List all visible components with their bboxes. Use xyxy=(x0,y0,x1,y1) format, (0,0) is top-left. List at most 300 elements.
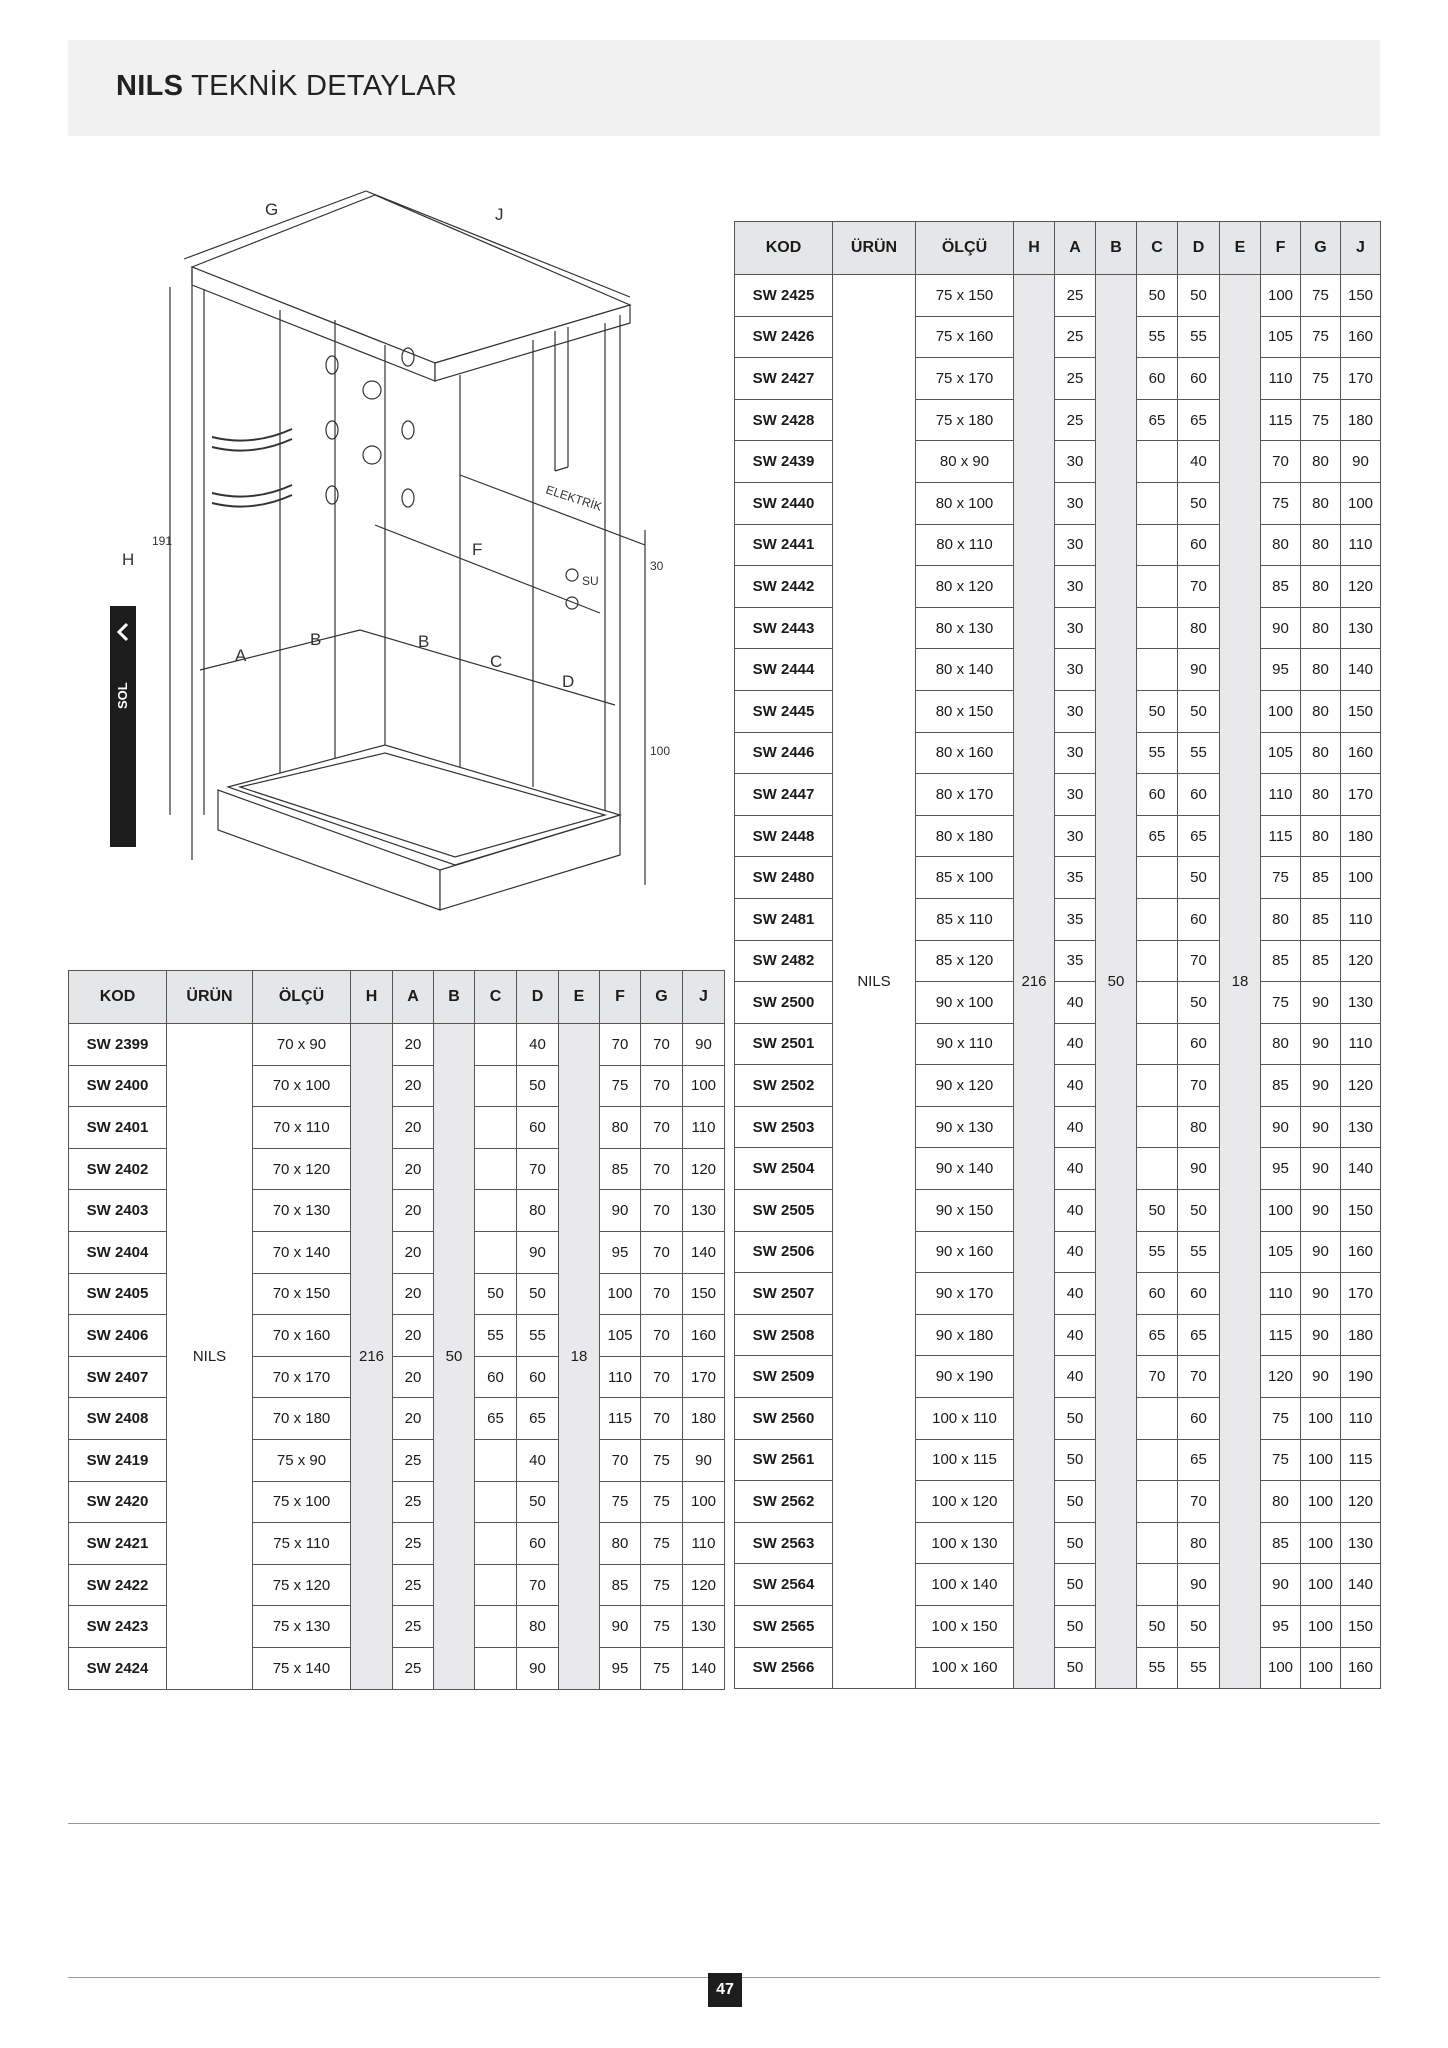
cell-g: 75 xyxy=(641,1481,683,1523)
brand-name: NILS xyxy=(116,70,184,102)
cell-g: 75 xyxy=(641,1523,683,1565)
cell-c xyxy=(475,1606,517,1648)
cell-f: 115 xyxy=(600,1398,641,1440)
column-header: ÖLÇÜ xyxy=(253,971,351,1024)
cell-olcu: 100 x 110 xyxy=(916,1398,1014,1440)
side-tab-label: SOL xyxy=(115,682,130,710)
cell-d: 60 xyxy=(517,1356,559,1398)
cell-olcu: 85 x 100 xyxy=(916,857,1014,899)
cell-f: 110 xyxy=(600,1356,641,1398)
cell-g: 85 xyxy=(1301,857,1341,899)
cell-f: 85 xyxy=(1261,1522,1301,1564)
table-row xyxy=(735,1190,1381,1232)
column-header: J xyxy=(683,971,725,1024)
table-row xyxy=(735,940,1381,982)
cell-a: 40 xyxy=(1055,1314,1096,1356)
table-row xyxy=(735,1439,1381,1481)
cell-g: 90 xyxy=(1301,1106,1341,1148)
cell-kod: SW 2501 xyxy=(735,1023,833,1065)
cell-j: 150 xyxy=(1341,275,1381,317)
column-header: D xyxy=(517,971,559,1024)
cell-c: 70 xyxy=(1137,1356,1178,1398)
cell-f: 95 xyxy=(1261,1148,1301,1190)
cell-olcu: 80 x 170 xyxy=(916,774,1014,816)
cell-g: 100 xyxy=(1301,1439,1341,1481)
cell-j: 120 xyxy=(683,1148,725,1190)
cell-kod: SW 2406 xyxy=(69,1315,167,1357)
cell-f: 120 xyxy=(1261,1356,1301,1398)
cell-kod: SW 2480 xyxy=(735,857,833,899)
cell-kod: SW 2419 xyxy=(69,1439,167,1481)
cell-olcu: 90 x 140 xyxy=(916,1148,1014,1190)
table-row xyxy=(735,815,1381,857)
cell-a: 20 xyxy=(393,1315,434,1357)
cell-j: 120 xyxy=(1341,940,1381,982)
cell-olcu: 100 x 140 xyxy=(916,1564,1014,1606)
cell-d: 50 xyxy=(1178,482,1220,524)
cell-c: 60 xyxy=(475,1356,517,1398)
cell-urun: NILS xyxy=(833,275,916,1689)
table-row xyxy=(735,732,1381,774)
cell-g: 90 xyxy=(1301,1314,1341,1356)
cell-a: 40 xyxy=(1055,1356,1096,1398)
cell-olcu: 90 x 100 xyxy=(916,982,1014,1024)
cell-olcu: 75 x 180 xyxy=(916,399,1014,441)
table-row xyxy=(735,1606,1381,1648)
cell-kod: SW 2444 xyxy=(735,649,833,691)
label-su: SU xyxy=(582,574,599,588)
column-header: ÖLÇÜ xyxy=(916,222,1014,275)
cell-g: 75 xyxy=(641,1647,683,1689)
cell-f: 80 xyxy=(1261,1023,1301,1065)
cell-a: 50 xyxy=(1055,1439,1096,1481)
column-header: D xyxy=(1178,222,1220,275)
header-band xyxy=(68,40,1380,136)
cell-g: 80 xyxy=(1301,441,1341,483)
cell-j: 100 xyxy=(1341,857,1381,899)
cell-a: 25 xyxy=(393,1439,434,1481)
cell-d: 80 xyxy=(517,1606,559,1648)
cell-f: 90 xyxy=(600,1190,641,1232)
cell-g: 70 xyxy=(641,1190,683,1232)
cell-j: 150 xyxy=(683,1273,725,1315)
cell-g: 80 xyxy=(1301,524,1341,566)
cell-d: 50 xyxy=(1178,857,1220,899)
cell-j: 110 xyxy=(683,1523,725,1565)
cell-f: 85 xyxy=(1261,940,1301,982)
column-header: H xyxy=(351,971,393,1024)
cell-f: 100 xyxy=(600,1273,641,1315)
cell-d: 60 xyxy=(1178,1023,1220,1065)
table-row xyxy=(735,482,1381,524)
cell-d: 60 xyxy=(517,1107,559,1149)
cell-d: 65 xyxy=(1178,1314,1220,1356)
label-h-value: 191 xyxy=(152,534,173,548)
cell-a: 20 xyxy=(393,1190,434,1232)
cell-j: 130 xyxy=(1341,1106,1381,1148)
table-header-row xyxy=(69,971,725,1024)
cell-j: 140 xyxy=(683,1231,725,1273)
cell-j: 160 xyxy=(1341,1231,1381,1273)
cell-f: 105 xyxy=(1261,732,1301,774)
cell-a: 30 xyxy=(1055,482,1096,524)
cell-d: 50 xyxy=(1178,1190,1220,1232)
cell-g: 90 xyxy=(1301,1356,1341,1398)
cell-f: 105 xyxy=(1261,1231,1301,1273)
cell-a: 30 xyxy=(1055,774,1096,816)
footer-divider xyxy=(68,1823,1380,1824)
column-header: H xyxy=(1014,222,1055,275)
cell-olcu: 85 x 110 xyxy=(916,898,1014,940)
cell-j: 110 xyxy=(1341,524,1381,566)
cell-a: 50 xyxy=(1055,1564,1096,1606)
table-row xyxy=(735,690,1381,732)
cell-f: 100 xyxy=(1261,1647,1301,1689)
cell-f: 95 xyxy=(1261,649,1301,691)
cell-c xyxy=(1137,1148,1178,1190)
cell-kod: SW 2505 xyxy=(735,1190,833,1232)
cell-j: 160 xyxy=(683,1315,725,1357)
label-dim-100: 100 xyxy=(650,744,671,758)
cell-a: 35 xyxy=(1055,857,1096,899)
cell-d: 55 xyxy=(517,1315,559,1357)
cell-kod: SW 2441 xyxy=(735,524,833,566)
cell-j: 180 xyxy=(683,1398,725,1440)
cell-c: 50 xyxy=(475,1273,517,1315)
cell-a: 25 xyxy=(1055,316,1096,358)
spec-table-right xyxy=(734,221,1381,1689)
cell-olcu: 70 x 110 xyxy=(253,1107,351,1149)
table-row xyxy=(735,1148,1381,1190)
cell-kod: SW 2561 xyxy=(735,1439,833,1481)
cell-g: 75 xyxy=(641,1606,683,1648)
cell-d: 60 xyxy=(1178,1273,1220,1315)
label-a: A xyxy=(235,646,247,665)
cell-kod: SW 2563 xyxy=(735,1522,833,1564)
cell-c xyxy=(1137,566,1178,608)
table-row xyxy=(735,1023,1381,1065)
cell-g: 90 xyxy=(1301,1190,1341,1232)
cell-kod: SW 2408 xyxy=(69,1398,167,1440)
table-row xyxy=(735,1647,1381,1689)
cell-j: 140 xyxy=(1341,649,1381,691)
cell-g: 75 xyxy=(1301,399,1341,441)
cell-d: 40 xyxy=(517,1439,559,1481)
cell-a: 50 xyxy=(1055,1647,1096,1689)
cell-f: 110 xyxy=(1261,774,1301,816)
cell-kod: SW 2421 xyxy=(69,1523,167,1565)
cell-olcu: 80 x 150 xyxy=(916,690,1014,732)
cell-g: 90 xyxy=(1301,1148,1341,1190)
cell-f: 90 xyxy=(600,1606,641,1648)
label-d: D xyxy=(562,672,575,691)
cell-g: 70 xyxy=(641,1065,683,1107)
cell-f: 90 xyxy=(1261,607,1301,649)
cell-kod: SW 2564 xyxy=(735,1564,833,1606)
cell-c xyxy=(475,1523,517,1565)
cell-f: 105 xyxy=(1261,316,1301,358)
cell-c: 55 xyxy=(1137,316,1178,358)
cell-j: 170 xyxy=(1341,358,1381,400)
cell-c xyxy=(1137,1106,1178,1148)
column-header: E xyxy=(559,971,600,1024)
cell-olcu: 85 x 120 xyxy=(916,940,1014,982)
table-row xyxy=(735,358,1381,400)
cell-c xyxy=(1137,1398,1178,1440)
cell-olcu: 100 x 130 xyxy=(916,1522,1014,1564)
cell-f: 95 xyxy=(600,1231,641,1273)
cell-c xyxy=(1137,607,1178,649)
cell-c xyxy=(475,1564,517,1606)
cell-d: 60 xyxy=(517,1523,559,1565)
cell-g: 80 xyxy=(1301,649,1341,691)
cell-g: 80 xyxy=(1301,815,1341,857)
cell-c xyxy=(1137,898,1178,940)
cell-j: 170 xyxy=(1341,1273,1381,1315)
cell-kod: SW 2482 xyxy=(735,940,833,982)
cell-a: 30 xyxy=(1055,524,1096,566)
cell-j: 120 xyxy=(1341,566,1381,608)
cell-d: 70 xyxy=(517,1148,559,1190)
cell-f: 75 xyxy=(1261,1439,1301,1481)
cell-g: 70 xyxy=(641,1273,683,1315)
cell-f: 70 xyxy=(1261,441,1301,483)
cell-j: 110 xyxy=(683,1107,725,1149)
cell-d: 60 xyxy=(1178,524,1220,566)
cell-d: 50 xyxy=(517,1065,559,1107)
cell-c xyxy=(1137,1481,1178,1523)
cell-j: 130 xyxy=(1341,1522,1381,1564)
cell-d: 70 xyxy=(1178,1356,1220,1398)
cell-c: 55 xyxy=(475,1315,517,1357)
cell-j: 110 xyxy=(1341,1398,1381,1440)
cell-a: 30 xyxy=(1055,566,1096,608)
table-row xyxy=(69,1024,725,1066)
table-row xyxy=(735,1273,1381,1315)
cell-f: 80 xyxy=(600,1523,641,1565)
cell-kod: SW 2447 xyxy=(735,774,833,816)
cell-kod: SW 2500 xyxy=(735,982,833,1024)
cell-d: 50 xyxy=(1178,275,1220,317)
cell-olcu: 100 x 160 xyxy=(916,1647,1014,1689)
table-row xyxy=(735,1231,1381,1273)
side-tab xyxy=(110,606,136,847)
column-header: KOD xyxy=(735,222,833,275)
column-header: G xyxy=(1301,222,1341,275)
cell-b: 50 xyxy=(1096,275,1137,1689)
cell-c: 65 xyxy=(1137,1314,1178,1356)
column-header: A xyxy=(1055,222,1096,275)
cell-olcu: 90 x 130 xyxy=(916,1106,1014,1148)
cell-f: 115 xyxy=(1261,815,1301,857)
cell-a: 20 xyxy=(393,1024,434,1066)
cell-d: 90 xyxy=(517,1231,559,1273)
cell-g: 85 xyxy=(1301,898,1341,940)
cell-j: 180 xyxy=(1341,1314,1381,1356)
cell-e: 18 xyxy=(1220,275,1261,1689)
cell-olcu: 90 x 150 xyxy=(916,1190,1014,1232)
cell-d: 90 xyxy=(1178,649,1220,691)
cell-j: 190 xyxy=(1341,1356,1381,1398)
cell-kod: SW 2423 xyxy=(69,1606,167,1648)
cell-f: 85 xyxy=(600,1564,641,1606)
cell-g: 90 xyxy=(1301,1065,1341,1107)
cell-kod: SW 2422 xyxy=(69,1564,167,1606)
cell-a: 20 xyxy=(393,1273,434,1315)
cell-g: 75 xyxy=(641,1439,683,1481)
cell-d: 90 xyxy=(1178,1564,1220,1606)
table-row xyxy=(735,1106,1381,1148)
cell-d: 50 xyxy=(1178,1606,1220,1648)
cell-f: 115 xyxy=(1261,1314,1301,1356)
cell-d: 65 xyxy=(517,1398,559,1440)
cell-a: 25 xyxy=(1055,358,1096,400)
cell-g: 75 xyxy=(1301,358,1341,400)
cell-c: 50 xyxy=(1137,1606,1178,1648)
cell-c: 65 xyxy=(1137,399,1178,441)
column-header: G xyxy=(641,971,683,1024)
cell-j: 110 xyxy=(1341,898,1381,940)
cell-g: 90 xyxy=(1301,1023,1341,1065)
cell-kod: SW 2448 xyxy=(735,815,833,857)
cell-c: 65 xyxy=(1137,815,1178,857)
cell-kod: SW 2445 xyxy=(735,690,833,732)
shower-cabin-diagram xyxy=(100,175,680,935)
column-header: F xyxy=(600,971,641,1024)
cell-d: 90 xyxy=(1178,1148,1220,1190)
cell-j: 150 xyxy=(1341,690,1381,732)
cell-olcu: 75 x 110 xyxy=(253,1523,351,1565)
cell-urun: NILS xyxy=(167,1024,253,1690)
cell-f: 110 xyxy=(1261,358,1301,400)
cell-a: 20 xyxy=(393,1398,434,1440)
cell-j: 100 xyxy=(683,1065,725,1107)
cell-olcu: 75 x 120 xyxy=(253,1564,351,1606)
cell-j: 180 xyxy=(1341,399,1381,441)
cell-c: 60 xyxy=(1137,358,1178,400)
cell-g: 70 xyxy=(641,1231,683,1273)
cell-c xyxy=(1137,982,1178,1024)
cell-kod: SW 2424 xyxy=(69,1647,167,1689)
cell-a: 40 xyxy=(1055,1231,1096,1273)
cell-c xyxy=(475,1190,517,1232)
cell-kod: SW 2502 xyxy=(735,1065,833,1107)
cell-d: 55 xyxy=(1178,732,1220,774)
cell-kod: SW 2400 xyxy=(69,1065,167,1107)
cell-j: 120 xyxy=(1341,1065,1381,1107)
cell-c: 55 xyxy=(1137,732,1178,774)
label-b2: B xyxy=(418,632,430,651)
cell-d: 80 xyxy=(517,1190,559,1232)
cell-f: 100 xyxy=(1261,275,1301,317)
cell-a: 30 xyxy=(1055,649,1096,691)
label-f: F xyxy=(472,540,483,559)
table-row xyxy=(735,441,1381,483)
cell-kod: SW 2439 xyxy=(735,441,833,483)
cell-kod: SW 2508 xyxy=(735,1314,833,1356)
column-header: B xyxy=(1096,222,1137,275)
cell-g: 75 xyxy=(641,1564,683,1606)
cell-j: 90 xyxy=(1341,441,1381,483)
cell-g: 80 xyxy=(1301,482,1341,524)
cell-c xyxy=(475,1481,517,1523)
label-c: C xyxy=(490,652,503,671)
cell-c: 60 xyxy=(1137,1273,1178,1315)
cell-j: 140 xyxy=(683,1647,725,1689)
cell-g: 90 xyxy=(1301,982,1341,1024)
table-row xyxy=(735,857,1381,899)
cell-c xyxy=(1137,1065,1178,1107)
table-row xyxy=(735,1522,1381,1564)
table-header-row xyxy=(735,222,1381,275)
cell-j: 90 xyxy=(683,1439,725,1481)
cell-a: 25 xyxy=(393,1564,434,1606)
cell-a: 40 xyxy=(1055,1148,1096,1190)
cell-f: 75 xyxy=(1261,482,1301,524)
cell-j: 170 xyxy=(683,1356,725,1398)
cell-c: 55 xyxy=(1137,1231,1178,1273)
cell-c: 50 xyxy=(1137,1190,1178,1232)
cell-f: 70 xyxy=(600,1439,641,1481)
cell-g: 70 xyxy=(641,1148,683,1190)
cell-kod: SW 2420 xyxy=(69,1481,167,1523)
cell-a: 25 xyxy=(393,1481,434,1523)
cell-f: 95 xyxy=(1261,1606,1301,1648)
cell-a: 25 xyxy=(393,1606,434,1648)
cell-d: 50 xyxy=(517,1481,559,1523)
label-g: G xyxy=(265,200,279,219)
cell-kod: SW 2562 xyxy=(735,1481,833,1523)
table-row xyxy=(735,524,1381,566)
cell-d: 65 xyxy=(1178,815,1220,857)
cell-olcu: 100 x 150 xyxy=(916,1606,1014,1648)
cell-olcu: 90 x 190 xyxy=(916,1356,1014,1398)
cell-a: 25 xyxy=(1055,399,1096,441)
cell-g: 80 xyxy=(1301,690,1341,732)
cell-a: 40 xyxy=(1055,1273,1096,1315)
cell-a: 30 xyxy=(1055,732,1096,774)
cell-g: 90 xyxy=(1301,1231,1341,1273)
cell-kod: SW 2407 xyxy=(69,1356,167,1398)
cell-f: 100 xyxy=(1261,690,1301,732)
cell-d: 60 xyxy=(1178,774,1220,816)
cell-d: 70 xyxy=(1178,566,1220,608)
cell-olcu: 70 x 160 xyxy=(253,1315,351,1357)
cell-c xyxy=(1137,649,1178,691)
cell-olcu: 80 x 120 xyxy=(916,566,1014,608)
cell-d: 80 xyxy=(1178,607,1220,649)
cell-olcu: 80 x 160 xyxy=(916,732,1014,774)
cell-j: 150 xyxy=(1341,1606,1381,1648)
cell-a: 40 xyxy=(1055,1065,1096,1107)
column-header: ÜRÜN xyxy=(833,222,916,275)
cell-a: 20 xyxy=(393,1356,434,1398)
cell-olcu: 70 x 120 xyxy=(253,1148,351,1190)
cell-a: 50 xyxy=(1055,1481,1096,1523)
cell-a: 40 xyxy=(1055,1023,1096,1065)
cell-d: 40 xyxy=(517,1024,559,1066)
cell-c xyxy=(475,1024,517,1066)
cell-kod: SW 2565 xyxy=(735,1606,833,1648)
cell-kod: SW 2399 xyxy=(69,1024,167,1066)
cell-kod: SW 2426 xyxy=(735,316,833,358)
cell-c xyxy=(1137,1023,1178,1065)
cell-j: 130 xyxy=(1341,607,1381,649)
table-row xyxy=(735,316,1381,358)
cell-g: 80 xyxy=(1301,566,1341,608)
cell-d: 40 xyxy=(1178,441,1220,483)
column-header: J xyxy=(1341,222,1381,275)
